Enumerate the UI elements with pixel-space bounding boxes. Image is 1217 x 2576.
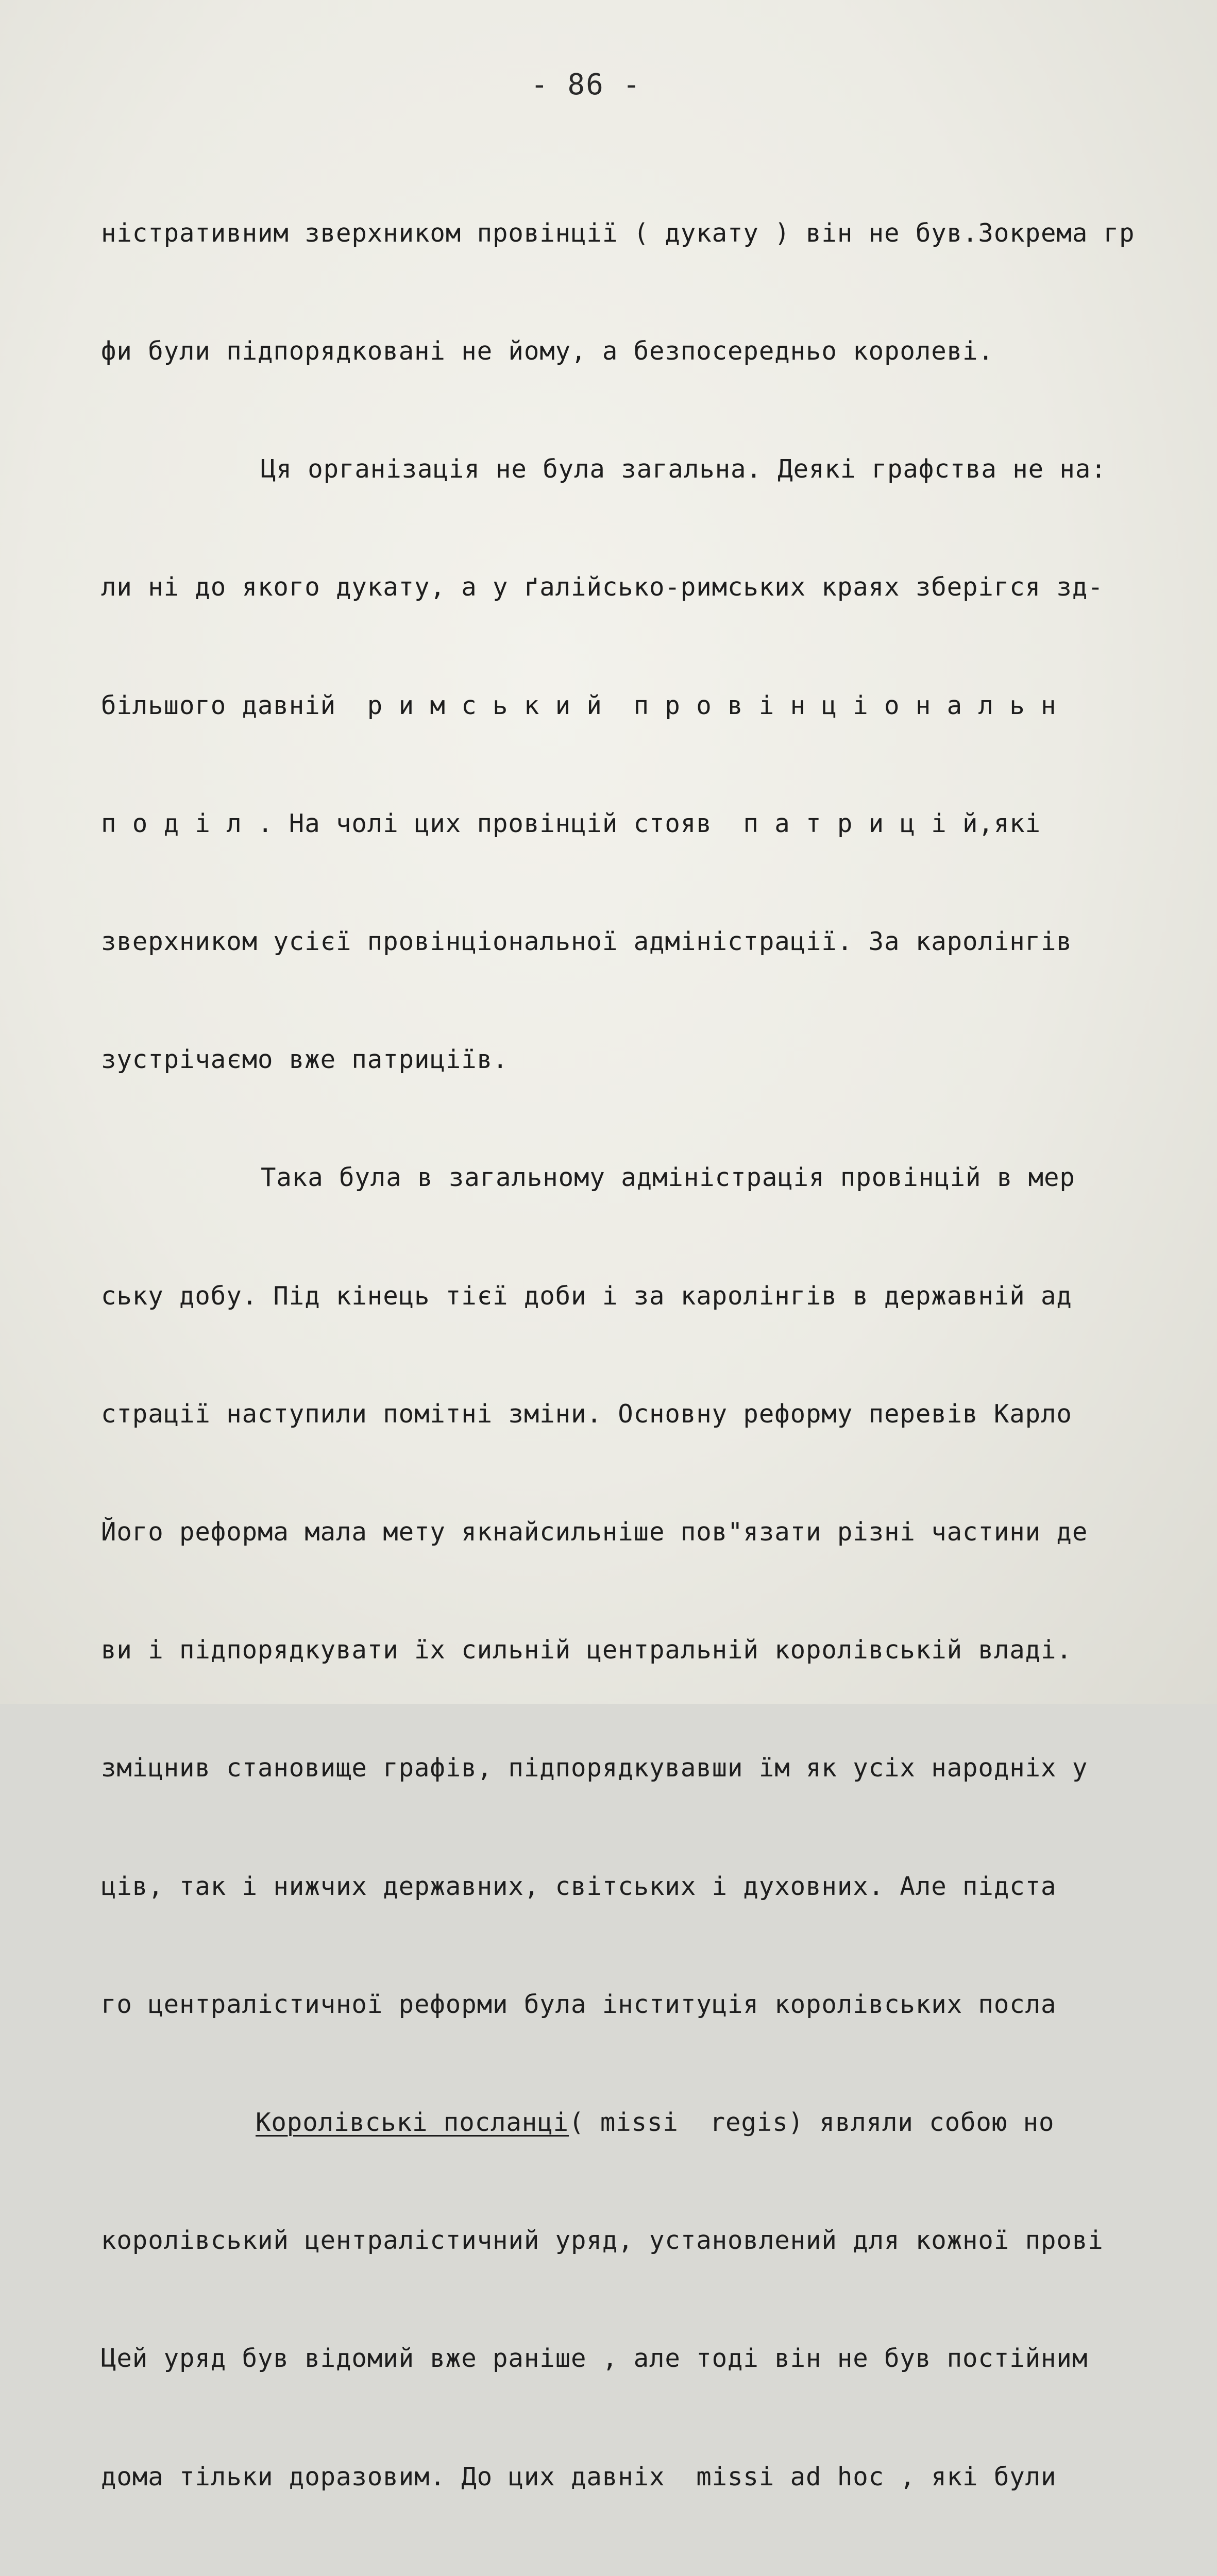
text-line: королівський централістичний уряд, установлений для кожної прові — [101, 2226, 1104, 2256]
text-line: ви і підпорядкувати їх сильній центральній королівській владі. — [101, 1635, 1072, 1665]
text-line: зверхником усієї провінціональної адміністрації. За каролінгів — [101, 927, 1072, 957]
text-line: го централістичної реформи була інституція королівських посла — [101, 1989, 1057, 2019]
heading-line-rest: ( missi regis) являли собою но — [569, 2108, 1055, 2138]
page-number: - 86 - — [531, 68, 641, 101]
section-heading: Королівські посланці — [256, 2108, 569, 2138]
heading-line — [101, 2103, 1209, 2142]
text-line: Його реформа мала мету якнайсильніше пов"язати різні частини де — [101, 1517, 1088, 1547]
text-line: страції наступили помітні зміни. Основну реформу перевів Карло — [101, 1399, 1072, 1429]
text-line: ли ні до якого дукату, а у ґалійсько-римських краях зберігся зд- — [101, 572, 1104, 602]
text-line: ців, так і нижчих державних, світських і духовних. Але підста — [101, 1871, 1057, 1901]
text-line: більшого давній р и м с ь к и й п р о в і н ц і о н а л ь н — [101, 690, 1057, 720]
body-text — [101, 135, 1209, 2576]
text-line: п о д і л . На чолі цих провінцій стояв п а т р и ц і й,які — [101, 808, 1041, 838]
paragraph-start-line: Така була в загальному адміністрація провінцій в мер — [261, 1163, 1075, 1193]
text-line: Цей уряд був відомий вже раніше , але тоді він не був постійним — [101, 2344, 1088, 2374]
text-line: зустрічаємо вже патриціїв. — [101, 1045, 509, 1075]
text-line: ністративним зверхником провінції ( дукату ) він не був.Зокрема гр — [101, 218, 1135, 248]
text-line: зміцнив становище графів, підпорядкувавши їм як усіх народніх у — [101, 1753, 1088, 1783]
text-line: фи були підпорядковані не йому, а безпосередньо королеві. — [101, 336, 994, 366]
text-line: ську добу. Під кінець тієї доби і за каролінгів в державній ад — [101, 1281, 1072, 1311]
text-line: дома тільки доразовим. До цих давніх missi ad hoc , які були — [101, 2462, 1057, 2492]
paragraph-start-line: Ця організація не була загальна. Деякі графства не на: — [261, 454, 1107, 484]
